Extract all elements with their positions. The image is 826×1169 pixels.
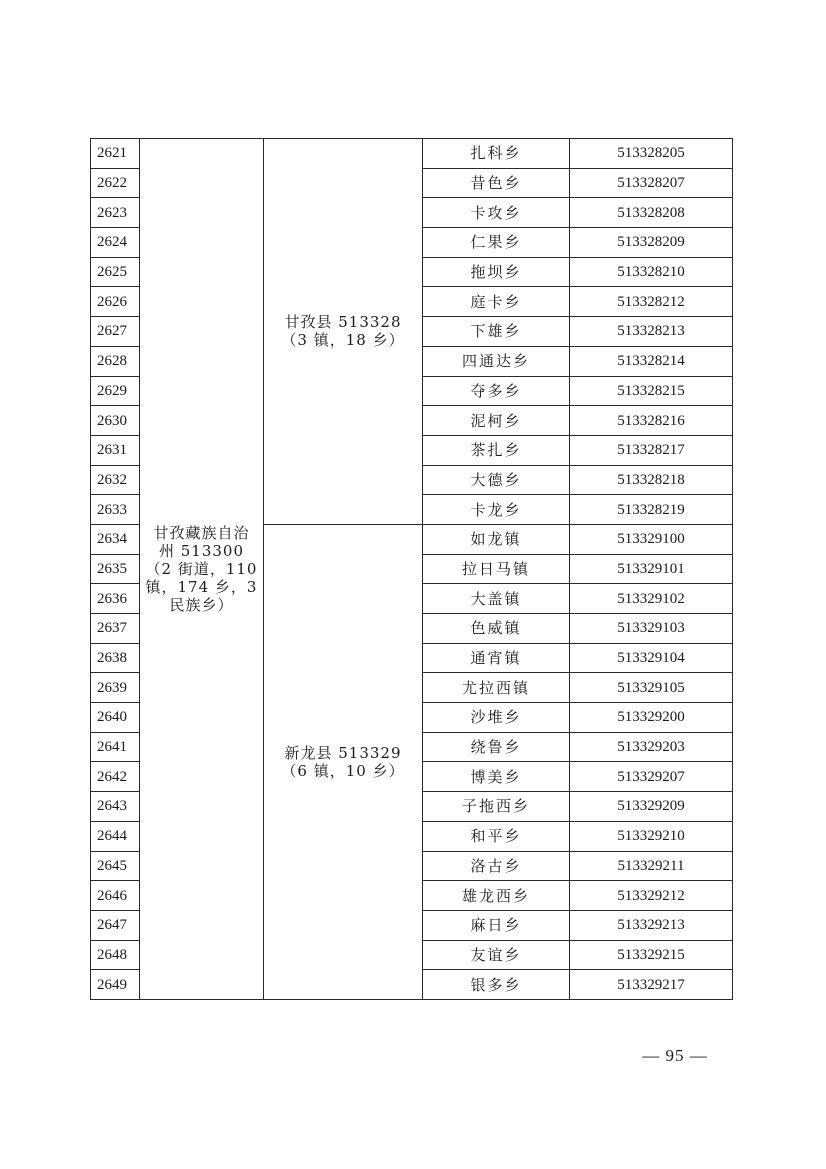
row-number: 2631 [91,435,140,465]
page-number: — 95 — [642,1046,708,1065]
row-number: 2649 [91,970,140,1000]
division-code: 513329102 [570,584,733,614]
county-line: （3 镇，18 乡） [281,331,405,350]
row-number: 2644 [91,821,140,851]
division-code: 513328205 [570,139,733,169]
town-name: 大德乡 [423,465,570,495]
county-cell [264,139,423,525]
division-code: 513329103 [570,614,733,644]
prefecture-line: 民族乡） [169,595,234,614]
division-code: 513328216 [570,406,733,436]
row-number: 2639 [91,673,140,703]
division-code: 513328212 [570,287,733,317]
division-code: 513329215 [570,940,733,970]
division-code: 513329100 [570,524,733,554]
admin-division-table [90,138,733,1000]
row-number: 2622 [91,168,140,198]
row-number: 2645 [91,851,140,881]
town-name: 和平乡 [423,821,570,851]
row-number: 2629 [91,376,140,406]
prefecture-line: （2 街道，110 [145,559,258,578]
town-name: 夺多乡 [423,376,570,406]
county-line: 甘孜县 513328 [284,313,402,332]
prefecture-line: 州 513300 [158,541,245,560]
row-number: 2635 [91,554,140,584]
row-number: 2625 [91,257,140,287]
row-number: 2641 [91,732,140,762]
row-number: 2636 [91,584,140,614]
row-number: 2640 [91,703,140,733]
town-name: 扎科乡 [423,139,570,169]
row-number: 2626 [91,287,140,317]
division-code: 513328214 [570,346,733,376]
row-number: 2624 [91,228,140,258]
town-name: 拉日马镇 [423,554,570,584]
division-code: 513329217 [570,970,733,1000]
division-code: 513328215 [570,376,733,406]
town-name: 沙堆乡 [423,703,570,733]
town-name: 大盖镇 [423,584,570,614]
row-number: 2627 [91,317,140,347]
row-number: 2643 [91,792,140,822]
division-code: 513329210 [570,821,733,851]
town-name: 庭卡乡 [423,287,570,317]
division-code: 513328210 [570,257,733,287]
row-number: 2646 [91,881,140,911]
town-name: 通宵镇 [423,643,570,673]
town-name: 绕鲁乡 [423,732,570,762]
town-name: 仁果乡 [423,228,570,258]
division-code: 513329211 [570,851,733,881]
town-name: 洛古乡 [423,851,570,881]
town-name: 昔色乡 [423,168,570,198]
prefecture-line: 甘孜藏族自治 [153,523,250,542]
county-line: （6 镇，10 乡） [281,761,405,780]
division-code: 513329207 [570,762,733,792]
town-name: 卡攻乡 [423,198,570,228]
division-code: 513329200 [570,703,733,733]
division-code: 513328213 [570,317,733,347]
town-name: 银多乡 [423,970,570,1000]
town-name: 子拖西乡 [423,792,570,822]
row-number: 2634 [91,524,140,554]
row-number: 2642 [91,762,140,792]
town-name: 泥柯乡 [423,406,570,436]
division-code: 513329104 [570,643,733,673]
town-name: 博美乡 [423,762,570,792]
row-number: 2632 [91,465,140,495]
row-number: 2647 [91,910,140,940]
table-body [91,139,733,1000]
division-code: 513329212 [570,881,733,911]
row-number: 2621 [91,139,140,169]
town-name: 卡龙乡 [423,495,570,525]
row-number: 2633 [91,495,140,525]
town-name: 下雄乡 [423,317,570,347]
row-number: 2638 [91,643,140,673]
division-code: 513328207 [570,168,733,198]
town-name: 麻日乡 [423,910,570,940]
table-row [91,139,733,169]
division-code: 513329209 [570,792,733,822]
row-number: 2648 [91,940,140,970]
division-code: 513328209 [570,228,733,258]
town-name: 拖坝乡 [423,257,570,287]
town-name: 如龙镇 [423,524,570,554]
row-number: 2628 [91,346,140,376]
division-code: 513328208 [570,198,733,228]
division-code: 513329105 [570,673,733,703]
town-name: 茶扎乡 [423,435,570,465]
division-code: 513329101 [570,554,733,584]
row-number: 2637 [91,614,140,644]
division-code: 513328217 [570,435,733,465]
town-name: 友谊乡 [423,940,570,970]
prefecture-cell [140,139,264,1000]
division-code: 513329213 [570,910,733,940]
county-cell [264,524,423,999]
town-name: 尤拉西镇 [423,673,570,703]
row-number: 2623 [91,198,140,228]
town-name: 色威镇 [423,614,570,644]
town-name: 雄龙西乡 [423,881,570,911]
town-name: 四通达乡 [423,346,570,376]
division-code: 513328218 [570,465,733,495]
division-code: 513328219 [570,495,733,525]
prefecture-line: 镇，174 乡，3 [145,577,258,596]
row-number: 2630 [91,406,140,436]
county-line: 新龙县 513329 [284,743,402,762]
division-code: 513329203 [570,732,733,762]
